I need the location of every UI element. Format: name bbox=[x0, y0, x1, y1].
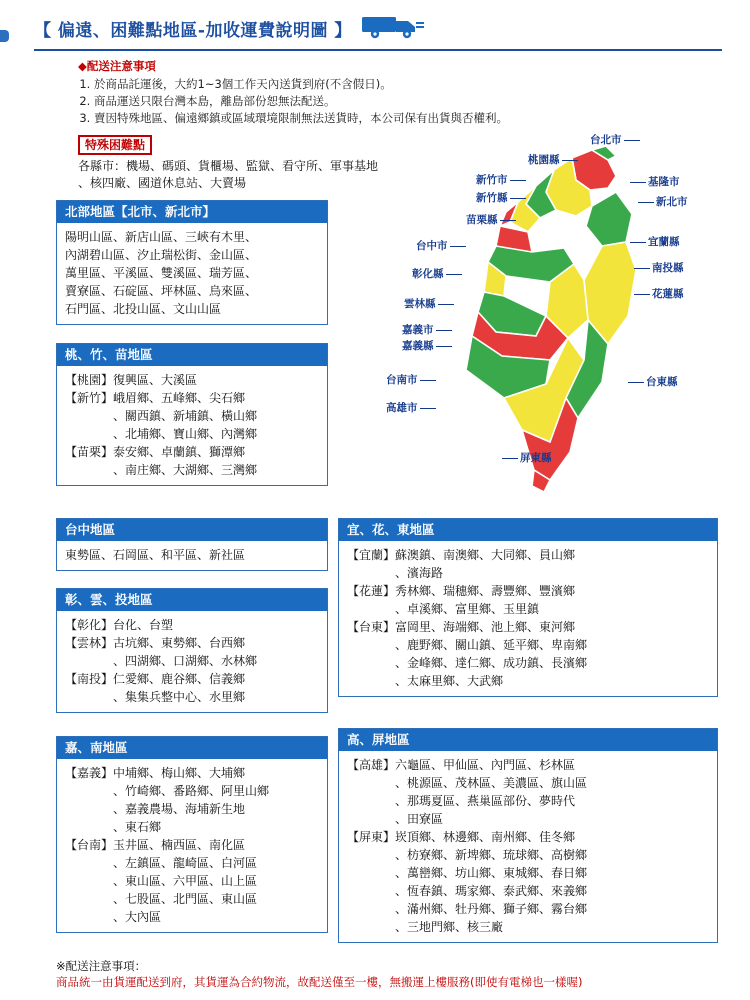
list-item: 、三地門鄉、核三廠 bbox=[395, 920, 504, 934]
list-item: 、萬巒鄉、坊山鄉、東城鄉、春日鄉 bbox=[395, 866, 588, 880]
map-label-new-taipei: 新北市 bbox=[636, 194, 688, 209]
list-item: 【台南】玉井區、楠西區、南化區 bbox=[65, 838, 246, 852]
status-badge: 特殊困難點 bbox=[78, 135, 152, 155]
header-divider bbox=[34, 49, 722, 51]
page-header bbox=[30, 10, 728, 45]
list-item: 、金峰鄉、達仁鄉、成功鎮、長濱鄉 bbox=[395, 656, 588, 670]
footer-line-2: 商品統一由貨運配送到府，其貨運為合約物流，故配送僅至一樓，無搬運上樓服務(即使有電梯也一樣喔) bbox=[56, 975, 583, 989]
map-label-taitung: 台東縣 bbox=[626, 374, 678, 389]
list-item: 【花蓮】秀林鄉、瑞穗鄉、壽豐鄉、豐濱鄉 bbox=[347, 584, 576, 598]
section-taoyuan-title: 桃、竹、苗地區 bbox=[57, 344, 327, 366]
list-item: 、七股區、北門區、東山區 bbox=[113, 892, 258, 906]
section-changhua-body bbox=[57, 611, 327, 712]
list-item: 【彰化】台化、台塑 bbox=[65, 618, 174, 632]
list-item: 賣寮區、石碇區、坪林區、烏來區、 bbox=[65, 284, 258, 298]
section-chiayi-tainan-body bbox=[57, 759, 327, 932]
map-label-taipei: 台北市 bbox=[590, 132, 642, 147]
list-item: 萬里區、平溪區、雙溪區、瑞芳區、 bbox=[65, 266, 258, 280]
map-label-taichung: 台中市 bbox=[416, 238, 468, 253]
truck-icon bbox=[362, 14, 424, 43]
delivery-notes-heading: ◆配送注意事項 bbox=[78, 59, 156, 73]
page-title: 【 偏遠、困難點地區-加收運費說明圖 】 bbox=[34, 21, 352, 41]
list-item: 、關西鎮、新埔鎮、橫山鄉 bbox=[113, 409, 258, 423]
map-label-hualien: 花蓮縣 bbox=[632, 286, 684, 301]
map-label-yilan: 宜蘭縣 bbox=[628, 234, 680, 249]
map-label-kaohsiung: 高雄市 bbox=[386, 400, 438, 415]
map-label-nantou: 南投縣 bbox=[632, 260, 684, 275]
special-line: 各縣市：機場、碼頭、貨櫃場、監獄、看守所、軍事基地 bbox=[78, 159, 379, 173]
map-label-yunlin: 雲林縣 bbox=[404, 296, 456, 311]
list-item: 、枋寮鄉、新埤鄉、琉球鄉、高樹鄉 bbox=[395, 848, 588, 862]
map-label-tainan: 台南市 bbox=[386, 372, 438, 387]
list-item: 、卓溪鄉、富里鄉、玉里鎮 bbox=[395, 602, 540, 616]
section-yilan-body bbox=[339, 541, 717, 696]
map-label-chiayi-city: 嘉義市 bbox=[402, 322, 454, 337]
section-chiayi-tainan bbox=[56, 736, 328, 933]
list-item: 【桃園】復興區、大溪區 bbox=[65, 373, 198, 387]
footer-notes bbox=[56, 958, 716, 990]
list-item: 、竹崎鄉、番路鄉、阿里山鄉 bbox=[113, 784, 270, 798]
section-kaohsiung-body bbox=[339, 751, 717, 942]
section-north bbox=[56, 200, 328, 325]
list-item: 3. 賣因特殊地區、偏遠鄉鎮或區域環境限制無法送貨時，本公司保有出貨與否權利。 bbox=[94, 110, 728, 127]
list-item: 【南投】仁愛鄉、鹿谷鄉、信義鄉 bbox=[65, 672, 246, 686]
list-item: 、東石鄉 bbox=[113, 820, 162, 834]
delivery-notes-list bbox=[78, 76, 728, 127]
taiwan-map bbox=[340, 130, 732, 502]
list-item: 、北埔鄉、寶山鄉、內灣鄉 bbox=[113, 427, 258, 441]
list-item: 、田寮區 bbox=[395, 812, 444, 826]
list-item: 、太麻里鄉、大武鄉 bbox=[395, 674, 504, 688]
list-item: 1. 於商品託運後，大約1~3個工作天內送貨到府(不含假日)。 bbox=[94, 76, 728, 93]
map-label-chiayi-county: 嘉義縣 bbox=[402, 338, 454, 353]
section-north-title: 北部地區【北市、新北市】 bbox=[57, 201, 327, 223]
edge-marker bbox=[0, 30, 9, 42]
list-item: 、鹿野鄉、關山鎮、延平鄉、卑南鄉 bbox=[395, 638, 588, 652]
map-label-miaoli: 苗栗縣 bbox=[466, 212, 518, 227]
map-label-keelung: 基隆市 bbox=[628, 174, 680, 189]
section-kaohsiung-pingtung bbox=[338, 728, 718, 943]
section-taichung bbox=[56, 518, 328, 571]
list-item: 【高雄】六龜區、甲仙區、內門區、杉林區 bbox=[347, 758, 576, 772]
list-item: 、嘉義農場、海埔新生地 bbox=[113, 802, 246, 816]
list-item: 、濱海路 bbox=[395, 566, 444, 580]
list-item: 【新竹】峨眉鄉、五峰鄉、尖石鄉 bbox=[65, 391, 246, 405]
section-taichung-title: 台中地區 bbox=[57, 519, 327, 541]
list-item: 、桃源區、茂林區、美濃區、旗山區 bbox=[395, 776, 588, 790]
list-item: 、恆春鎮、瑪家鄉、泰武鄉、來義鄉 bbox=[395, 884, 588, 898]
list-item: 【雲林】古坑鄉、東勢鄉、台西鄉 bbox=[65, 636, 246, 650]
list-item: 、滿州鄉、牡丹鄉、獅子鄉、霧台鄉 bbox=[395, 902, 588, 916]
delivery-notes bbox=[30, 58, 728, 127]
section-chiayi-tainan-title: 嘉、南地區 bbox=[57, 737, 327, 759]
map-label-pingtung: 屏東縣 bbox=[500, 450, 552, 465]
page-edge-strip bbox=[0, 0, 10, 1000]
list-item: 【苗栗】泰安鄉、卓蘭鎮、獅潭鄉 bbox=[65, 445, 246, 459]
section-yilan-title: 宜、花、東地區 bbox=[339, 519, 717, 541]
list-item: 石門區、北投山區、文山山區 bbox=[65, 302, 222, 316]
list-item: 、那瑪夏區、燕巢區部份、夢時代 bbox=[395, 794, 576, 808]
special-line: 、核四廠、國道休息站、大賣場 bbox=[78, 176, 247, 190]
section-changhua-title: 彰、雲、投地區 bbox=[57, 589, 327, 611]
section-kaohsiung-title: 高、屏地區 bbox=[339, 729, 717, 751]
section-yilan-hualien-taitung bbox=[338, 518, 718, 697]
map-label-taoyuan: 桃園縣 bbox=[528, 152, 580, 167]
list-item: 、左鎮區、龍崎區、白河區 bbox=[113, 856, 258, 870]
list-item: 2. 商品運送只限台灣本島，離島部份恕無法配送。 bbox=[94, 93, 728, 110]
map-label-changhua: 彰化縣 bbox=[412, 266, 464, 281]
section-changhua-yunlin-nantou bbox=[56, 588, 328, 713]
list-item: 【宜蘭】蘇澳鎮、南澳鄉、大同鄉、員山鄉 bbox=[347, 548, 576, 562]
list-item: 【嘉義】中埔鄉、梅山鄉、大埔鄉 bbox=[65, 766, 246, 780]
map-label-hsinchu-county: 新竹縣 bbox=[476, 190, 528, 205]
list-item: 內湖碧山區、汐止瑞松街、金山區、 bbox=[65, 248, 258, 262]
list-item: 【屏東】崁頂鄉、林邊鄉、南州鄉、佳冬鄉 bbox=[347, 830, 576, 844]
list-item: 、集集兵整中心、水里鄉 bbox=[113, 690, 246, 704]
list-item: 、大內區 bbox=[113, 910, 162, 924]
list-item: 陽明山區、新店山區、三峽有木里、 bbox=[65, 230, 258, 244]
list-item: 東勢區、石岡區、和平區、新社區 bbox=[65, 548, 246, 562]
section-taoyuan-hsinchu-miaoli bbox=[56, 343, 328, 486]
section-north-body bbox=[57, 223, 327, 324]
list-item: 、四湖鄉、口湖鄉、水林鄉 bbox=[113, 654, 258, 668]
list-item: 、東山區、六甲區、山上區 bbox=[113, 874, 258, 888]
list-item: 【台東】富岡里、海端鄉、池上鄉、東河鄉 bbox=[347, 620, 576, 634]
section-taoyuan-body bbox=[57, 366, 327, 485]
list-item: 、南庄鄉、大湖鄉、三灣鄉 bbox=[113, 463, 258, 477]
footer-line-1: ※配送注意事項： bbox=[56, 959, 147, 973]
section-taichung-body bbox=[57, 541, 327, 570]
map-label-hsinchu-city: 新竹市 bbox=[476, 172, 528, 187]
